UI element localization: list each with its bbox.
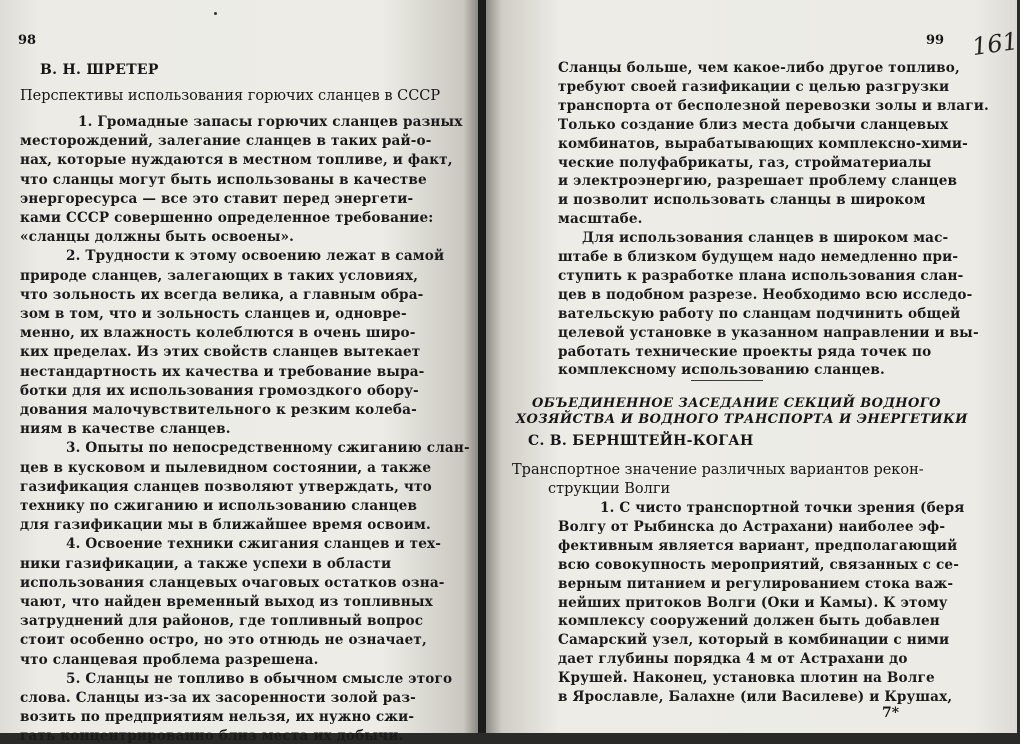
- handwritten-margin-note: 161: [970, 26, 1020, 62]
- text-line: работать технические проекты ряда точек по: [558, 343, 932, 360]
- text-line: 3. Опыты по непосредственному сжиганию слан-: [66, 440, 470, 457]
- text-line: 1. С чисто транспортной точки зрения (беря: [600, 500, 965, 516]
- article-author: С. В. БЕРНШТЕЙН-КОГАН: [528, 433, 754, 449]
- text-line: вательскую работу по сланцам подчинить общей: [558, 305, 961, 322]
- article-title-line: струкции Волги: [548, 481, 671, 497]
- text-line: дает глубины порядка 4 м от Астрахани до: [558, 651, 908, 668]
- text-line: использования сланцевых очаговых остатков озна-: [20, 574, 445, 591]
- text-line: Самарский узел, который в комбинации с ними: [558, 632, 950, 649]
- text-line: ники газификации, а также успехи в области: [20, 555, 392, 572]
- text-line: чают, что найден временный выход из топливных: [20, 594, 433, 610]
- text-line: ступить к разработке плана использования слан-: [558, 267, 964, 284]
- text-line: зом в том, что и зольность сланцев и, одновре-: [20, 306, 407, 322]
- text-line: цев в кусковом и пылевидном состоянии, а также: [20, 459, 432, 476]
- text-line: 4. Освоение техники сжигания сланцев и тех-: [66, 536, 442, 553]
- text-line: целевой установке в указанном направлении и вы-: [558, 324, 979, 341]
- text-line: ками СССР совершенно определенное требование:: [20, 210, 434, 226]
- section-divider: [691, 380, 763, 381]
- text-line: месторождений, залегание сланцев в таких рай-о-: [20, 133, 432, 150]
- text-line: слова. Сланцы из-за их засоренности золой раз-: [20, 690, 416, 706]
- left-page: [0, 0, 478, 744]
- text-line: что зольность их всегда велика, а главным обра-: [20, 286, 424, 303]
- text-line: газификация сланцев позволяют утверждать, что: [20, 478, 432, 495]
- text-line: штабе в близком будущем надо немедленно при-: [558, 249, 959, 265]
- text-line: природе сланцев, залегающих в таких условиях,: [20, 267, 419, 284]
- text-line: нах, которые нуждаются в местном топливе, и факт,: [20, 152, 453, 169]
- text-line: комплексу сооружений должен быть добавлен: [558, 613, 940, 630]
- text-line: в Ярославле, Балахне (или Василеве) и Крушах,: [558, 689, 953, 705]
- text-line: что сланцы могут быть использованы в качестве: [20, 171, 427, 188]
- text-line: 2. Трудности к этому освоению лежат в самой: [66, 248, 445, 265]
- page-number: 98: [18, 33, 37, 48]
- text-line: и позволит использовать сланцы в широком: [558, 192, 926, 209]
- text-line: 5. Сланцы не топливо в обычном смысле этого: [66, 670, 453, 687]
- text-line: масштабе.: [558, 211, 643, 228]
- text-line: дования малочувствительного к резким колеба-: [20, 402, 417, 418]
- text-line: транспорта от бесполезной перевозки золы и влаги.: [558, 97, 989, 114]
- text-line: ких пределах. Из этих свойств сланцев вытекает: [20, 344, 421, 361]
- text-line: требуют своей газификации с целью разгрузки: [558, 78, 950, 95]
- text-line: цев в подобном разрезе. Необходимо всю исследо-: [558, 286, 973, 303]
- text-line: гать концентрированно близ места их добычи.: [20, 728, 404, 744]
- text-line: 1. Громадные запасы горючих сланцев разных: [78, 114, 463, 130]
- text-line: нестандартность их качества и требование выра-: [20, 363, 425, 380]
- text-line: комбинатов, вырабатывающих комплексно-хими-: [558, 135, 968, 152]
- text-line: технику по сжиганию и использованию сланцев: [20, 498, 418, 514]
- page-number: 99: [926, 33, 945, 48]
- text-line: всю совокупность мероприятий, связанных с се-: [558, 556, 959, 573]
- text-line: и электроэнергию, разрешает проблему сланцев: [558, 173, 958, 190]
- article-author: В. Н. ШРЕТЕР: [40, 62, 159, 78]
- text-line: Для использования сланцев в широком мас-: [582, 230, 949, 247]
- text-line: Крушей. Наконец, установка плотин на Волге: [558, 670, 935, 687]
- speck: [214, 12, 217, 15]
- text-line: для газификации мы в ближайшее время освоим.: [20, 517, 431, 534]
- text-line: верным питанием и регулированием стока важ-: [558, 575, 954, 592]
- article-title: Перспективы использования горючих сланцев в СССР: [20, 88, 441, 104]
- text-line: комплексному использованию сланцев.: [558, 362, 885, 379]
- text-line: ниям в качестве сланцев.: [20, 421, 231, 438]
- text-line: что сланцевая проблема разрешена.: [20, 651, 319, 668]
- text-line: энергоресурса — все это ставит перед энергети-: [20, 190, 414, 207]
- text-line: «сланцы должны быть освоены».: [20, 229, 295, 246]
- right-page: [486, 0, 1020, 733]
- text-line: Сланцы больше, чем какое-либо другое топливо,: [558, 60, 960, 76]
- text-line: затруднений для районов, где топливный вопрос: [20, 613, 424, 630]
- text-line: менно, их влажность колеблются в очень широ-: [20, 325, 416, 342]
- text-line: ческие полуфабрикаты, газ, стройматериалы: [558, 154, 932, 171]
- text-line: Волгу от Рыбинска до Астрахани) наиболее эф-: [558, 518, 946, 535]
- text-line: ботки для их использования громоздкого обору-: [20, 382, 419, 399]
- section-heading-line: ХОЗЯЙСТВА И ВОДНОГО ТРАНСПОРТА И ЭНЕРГЕТИКИ: [516, 412, 968, 427]
- signature-mark: 7*: [882, 705, 900, 721]
- text-line: фективным является вариант, предполагающий: [558, 537, 958, 554]
- article-title-line: Транспортное значение различных вариантов рекон-: [512, 462, 924, 478]
- text-line: возить по предприятиям нельзя, их нужно сжи-: [20, 709, 415, 726]
- text-line: нейших притоков Волги (Оки и Камы). К этому: [558, 594, 948, 611]
- text-line: Только создание близ места добычи сланцевых: [558, 116, 949, 133]
- section-heading-line: ОБЪЕДИНЕННОЕ ЗАСЕДАНИЕ СЕКЦИЙ ВОДНОГО: [532, 396, 941, 411]
- text-line: стоит особенно остро, но это отнюдь не означает,: [20, 632, 427, 649]
